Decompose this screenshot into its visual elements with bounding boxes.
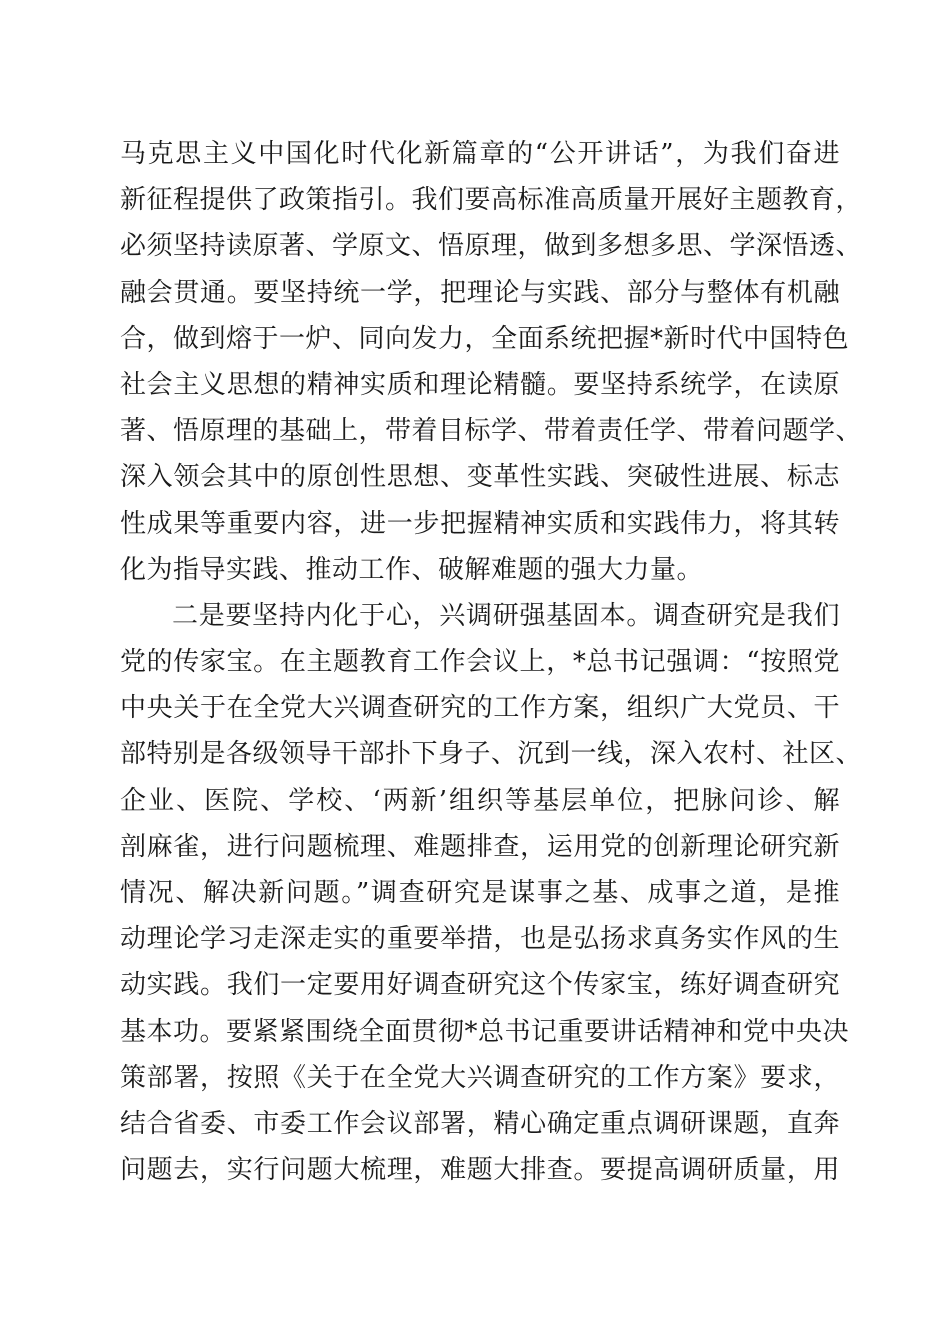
text-line: 马克思主义中国化时代化新篇章的“公开讲话”，为我们奋进 (120, 139, 840, 169)
text-line: 结合省委、市委工作会议部署，精心确定重点调研课题，直奔 (120, 1108, 840, 1139)
text-line: 融会贯通。要坚持统一学，把理论与实践、部分与整体有机融 (120, 277, 840, 308)
paragraph-start-line: 二是要坚持内化于心，兴调研强基固本。调查研究是我们 (172, 600, 840, 631)
text-line: 企业、医院、学校、‘两新’组织等基层单位，把脉问诊、解 (120, 785, 840, 816)
text-line: 情况、解决新问题。”调查研究是谋事之基、成事之道，是推 (120, 878, 840, 908)
text-line: 社会主义思想的精神实质和理论精髓。要坚持系统学，在读原 (120, 369, 840, 400)
text-line: 基本功。要紧紧围绕全面贯彻*总书记重要讲话精神和党中央决 (120, 1016, 850, 1047)
text-line: 部特别是各级领导干部扑下身子、沉到一线，深入农村、社区、 (120, 739, 863, 770)
text-line: 中央关于在全党大兴调查研究的工作方案，组织广大党员、干 (120, 693, 840, 724)
text-line: 动实践。我们一定要用好调查研究这个传家宝，练好调查研究 (120, 970, 840, 1001)
paragraph-end-line: 化为指导实践、推动工作、破解难题的强大力量。 (120, 554, 704, 585)
text-line: 动理论学习走深走实的重要举措，也是弘扬求真务实作风的生 (120, 924, 840, 955)
document-body (120, 131, 863, 1193)
text-line: 著、悟原理的基础上，带着目标学、带着责任学、带着问题学、 (120, 416, 863, 447)
text-line: 党的传家宝。在主题教育工作会议上，*总书记强调：“按照党 (120, 647, 840, 678)
text-line: 深入领会其中的原创性思想、变革性实践、突破性进展、标志 (120, 462, 840, 493)
text-line: 策部署，按照《关于在全党大兴调查研究的工作方案》要求， (120, 1062, 840, 1093)
text-line: 新征程提供了政策指引。我们要高标准高质量开展好主题教育， (120, 185, 863, 216)
text-line: 剖麻雀，进行问题梳理、难题排查，运用党的创新理论研究新 (120, 831, 840, 862)
text-line: 问题去，实行问题大梳理，难题大排查。要提高调研质量，用 (120, 1155, 840, 1186)
text-line: 必须坚持读原著、学原文、悟原理，做到多想多思、学深悟透、 (120, 231, 863, 262)
text-line: 合，做到熔于一炉、同向发力，全面系统把握*新时代中国特色 (120, 323, 850, 354)
text-line: 性成果等重要内容，进一步把握精神实质和实践伟力，将其转 (120, 508, 840, 539)
